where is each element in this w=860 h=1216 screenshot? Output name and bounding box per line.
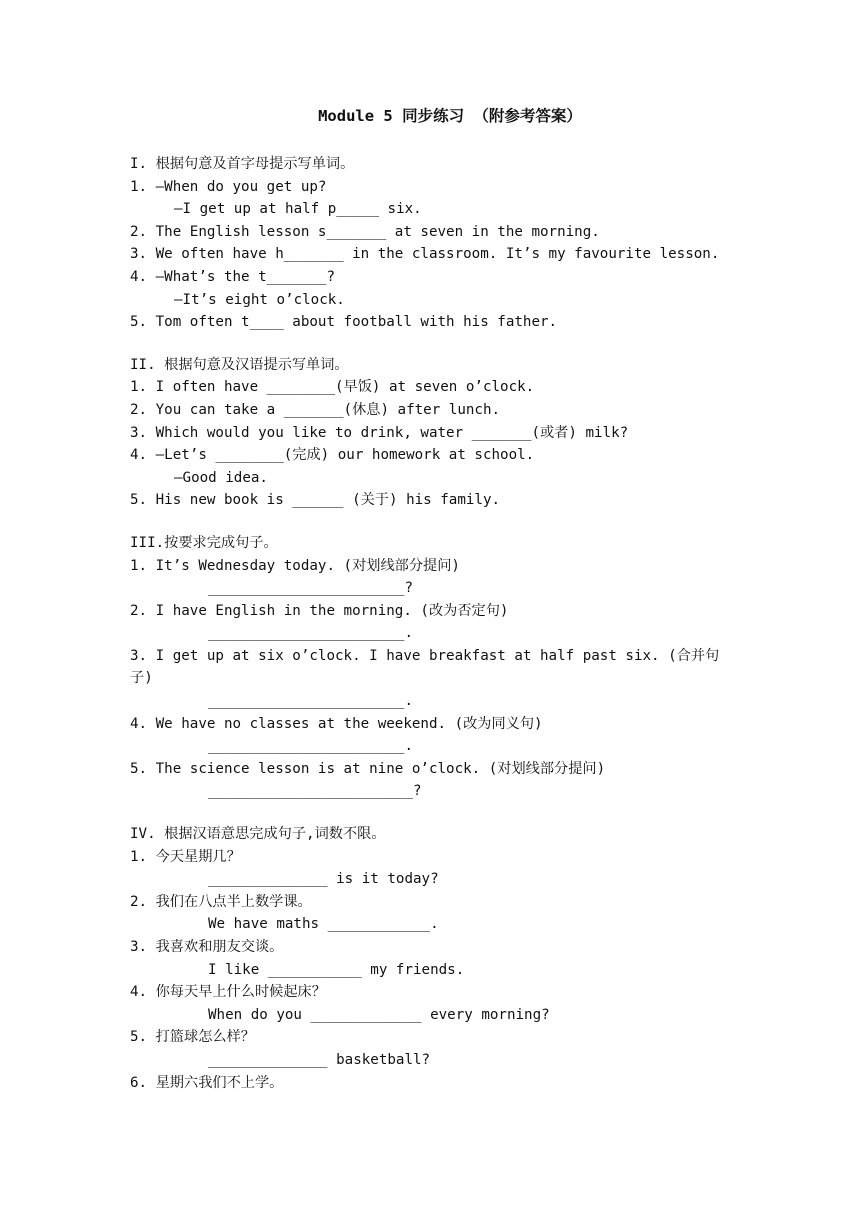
question-line: 1. It’s Wednesday today. (对划线部分提问) [130, 557, 460, 574]
worksheet-page [130, 104, 740, 1114]
answer-blank: _______________________. [208, 738, 413, 755]
answer-line: ______________ basketball? [208, 1051, 431, 1068]
question-line: 3. 我喜欢和朋友交谈。 [130, 939, 284, 955]
page-title: Module 5 同步练习 （附参考答案） [318, 107, 582, 125]
answer-blank: _______________________. [208, 693, 413, 710]
question-line: 1. I often have ________(早饭) at seven o’clock. [130, 379, 535, 396]
question-line: 2. 我们在八点半上数学课。 [130, 893, 312, 910]
section-4 [130, 823, 740, 1094]
answer-line: —Good idea. [174, 469, 268, 486]
question-line: 4. We have no classes at the weekend. (改为同义句) [130, 715, 543, 732]
section-heading: III.按要求完成句子。 [130, 534, 278, 551]
section-heading: IV. 根据汉语意思完成句子,词数不限。 [130, 826, 386, 843]
question-line: 2. I have English in the morning. (改为否定句) [130, 602, 509, 619]
question-line: 4. 你每天早上什么时候起床？ [130, 984, 326, 1001]
answer-line: ______________ is it today? [208, 871, 439, 888]
question-line: 5. 打篮球怎么样？ [130, 1029, 255, 1046]
question-line: 4. —Let’s ________(完成) our homework at school. [130, 447, 535, 464]
question-line: 1. —When do you get up? [130, 178, 327, 195]
answer-blank: _______________________? [208, 580, 413, 597]
question-line: 4. —What’s the t_______? [130, 268, 335, 285]
section-3 [130, 532, 740, 803]
answer-blank: ________________________? [208, 783, 422, 800]
answer-line: We have maths ____________. [208, 916, 439, 933]
answer-line: I like ___________ my friends. [208, 961, 465, 978]
answer-blank: _______________________. [208, 625, 413, 642]
question-line: 5. His new book is ______ (关于) his family. [130, 492, 501, 509]
question-line: 2. The English lesson s_______ at seven in the morning. [130, 223, 600, 240]
question-line: 3. We often have h_______ in the classroom. It’s my favourite lesson. [130, 246, 720, 263]
question-line: 5. Tom often t____ about football with his father. [130, 314, 558, 331]
question-line: 2. You can take a _______(休息) after lunch. [130, 401, 501, 418]
answer-line: —I get up at half p_____ six. [174, 201, 422, 218]
section-2 [130, 354, 740, 512]
question-line: 5. The science lesson is at nine o’clock. (对划线部分提问) [130, 760, 606, 777]
question-line: 3. I get up at six o’clock. I have breakfast at half past six. (合并句子) [130, 647, 720, 687]
question-line: 6. 星期六我们不上学。 [130, 1074, 284, 1091]
answer-line: When do you _____________ every morning? [208, 1006, 550, 1023]
answer-line: —It’s eight o’clock. [174, 291, 345, 308]
section-1 [130, 153, 740, 334]
question-line: 1. 今天星期几？ [130, 848, 241, 865]
section-heading: II. 根据句意及汉语提示写单词。 [130, 356, 349, 373]
question-line: 3. Which would you like to drink, water _______(或者) milk? [130, 424, 629, 441]
section-heading: I. 根据句意及首字母提示写单词。 [130, 156, 355, 172]
